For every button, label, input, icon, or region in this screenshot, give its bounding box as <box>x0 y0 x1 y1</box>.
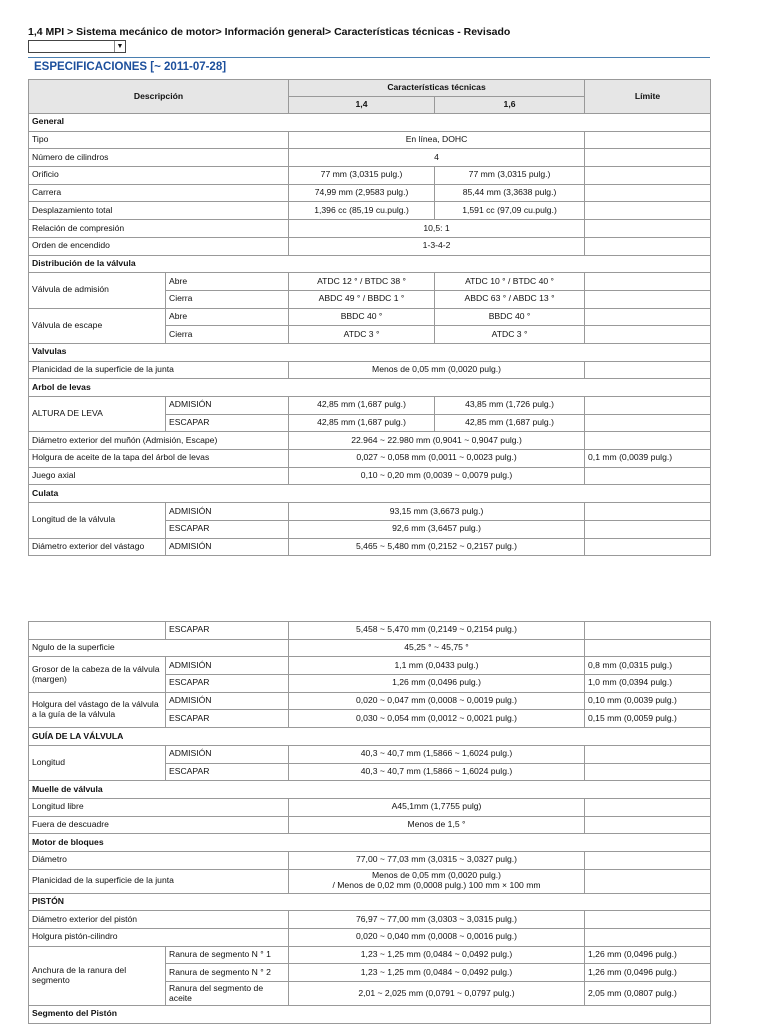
spec-description: Número de cilindros <box>29 149 289 167</box>
spec-description: Fuera de descuadre <box>29 816 289 834</box>
spec-subitem: Abre <box>166 273 289 291</box>
spec-value: 0,020 ~ 0,047 mm (0,0008 ~ 0,0019 pulg.) <box>289 692 585 710</box>
spec-value-1-6: BBDC 40 ° <box>435 308 585 326</box>
section-heading: Distribución de la válvula <box>29 255 711 273</box>
spec-limit <box>585 414 711 432</box>
spec-description: Relación de compresión <box>29 220 289 238</box>
spec-subitem: ESCAPAR <box>166 710 289 728</box>
spec-value-1-6: ATDC 10 ° / BTDC 40 ° <box>435 273 585 291</box>
spec-description: Longitud de la válvula <box>29 503 166 538</box>
chevron-down-icon[interactable]: ▼ <box>114 41 125 52</box>
section-heading: GUÍA DE LA VÁLVULA <box>29 728 711 746</box>
table-row <box>29 149 711 167</box>
spec-value-1-4: 42,85 mm (1,687 pulg.) <box>289 397 435 415</box>
spec-value: 0,10 ~ 0,20 mm (0,0039 ~ 0,0079 pulg.) <box>289 467 585 485</box>
spec-subitem: ADMISIÓN <box>166 397 289 415</box>
spec-limit <box>585 851 711 869</box>
table-row <box>29 503 711 521</box>
spec-value: 92,6 mm (3,6457 pulg.) <box>289 520 585 538</box>
table-row <box>29 273 711 291</box>
spec-description: Longitud <box>29 745 166 780</box>
spec-limit <box>585 745 711 763</box>
spec-value: 0,020 ~ 0,040 mm (0,0008 ~ 0,0016 pulg.) <box>289 929 585 947</box>
table-row <box>29 851 711 869</box>
spec-subitem: Ranura del segmento de aceite <box>166 982 289 1006</box>
section-heading: Motor de bloques <box>29 834 711 852</box>
spec-subitem: ADMISIÓN <box>166 657 289 675</box>
spec-limit <box>585 131 711 149</box>
table-row <box>29 220 711 238</box>
spec-description: Orificio <box>29 167 289 185</box>
table-row <box>29 929 711 947</box>
breadcrumb: 1,4 MPI > Sistema mecánico de motor> Información general> Características técnicas - Revisado <box>28 26 511 38</box>
section-heading: Arbol de levas <box>29 379 711 397</box>
spec-value: 40,3 ~ 40,7 mm (1,5866 ~ 1,6024 pulg.) <box>289 745 585 763</box>
spec-value: 1,1 mm (0,0433 pulg.) <box>289 657 585 675</box>
table-row <box>29 538 711 556</box>
section-heading: Muelle de válvula <box>29 781 711 799</box>
spec-subitem: Ranura de segmento N ° 2 <box>166 964 289 982</box>
spec-limit <box>585 467 711 485</box>
table-row <box>29 946 711 964</box>
section-heading: Culata <box>29 485 711 503</box>
spec-limit <box>585 149 711 167</box>
spec-value: 2,01 ~ 2,025 mm (0,0791 ~ 0,0797 pulg.) <box>289 982 585 1006</box>
spec-limit <box>585 273 711 291</box>
spec-value-1-4: BBDC 40 ° <box>289 308 435 326</box>
table-row <box>29 114 711 132</box>
table-row <box>29 184 711 202</box>
spec-description: Holgura de aceite de la tapa del árbol de levas <box>29 450 289 468</box>
spec-description: Tipo <box>29 131 289 149</box>
spec-limit <box>585 798 711 816</box>
table-row <box>29 745 711 763</box>
spec-description: Ngulo de la superficie <box>29 639 289 657</box>
spec-value: 77,00 ~ 77,03 mm (3,0315 ~ 3,0327 pulg.) <box>289 851 585 869</box>
spec-description: Planicidad de la superficie de la junta <box>29 361 289 379</box>
spec-value: 10,5: 1 <box>289 220 585 238</box>
table-row <box>29 397 711 415</box>
spec-value-1-6: ABDC 63 ° / ABDC 13 ° <box>435 290 585 308</box>
spec-limit <box>585 184 711 202</box>
spec-limit <box>585 202 711 220</box>
section-heading: Segmento del Pistón <box>29 1006 711 1024</box>
spec-description: ALTURA DE LEVA <box>29 397 166 432</box>
spec-value: Menos de 0,05 mm (0,0020 pulg.) / Menos de 0,02 mm (0,0008 pulg.) 100 mm × 100 mm <box>289 869 585 893</box>
table-row <box>29 622 711 640</box>
spec-limit <box>585 520 711 538</box>
spec-value: En línea, DOHC <box>289 131 585 149</box>
spec-description <box>29 622 166 640</box>
spec-limit <box>585 326 711 344</box>
spec-limit <box>585 869 711 893</box>
spec-value-1-4: ATDC 12 ° / BTDC 38 ° <box>289 273 435 291</box>
table-row <box>29 308 711 326</box>
spec-subitem: ESCAPAR <box>166 763 289 781</box>
spec-subitem: ESCAPAR <box>166 622 289 640</box>
spec-value: 22.964 ~ 22.980 mm (0,9041 ~ 0,9047 pulg.) <box>289 432 585 450</box>
spec-value: A45,1mm (1,7755 pulg) <box>289 798 585 816</box>
spec-value: 45,25 ° ~ 45,75 ° <box>289 639 585 657</box>
spec-value-1-4: ABDC 49 ° / BBDC 1 ° <box>289 290 435 308</box>
spec-limit: 2,05 mm (0,0807 pulg.) <box>585 982 711 1006</box>
spec-value-1-6: 85,44 mm (3,3638 pulg.) <box>435 184 585 202</box>
table-row <box>29 361 711 379</box>
table-row <box>29 834 711 852</box>
spec-description: Desplazamiento total <box>29 202 289 220</box>
spec-value-1-6: 77 mm (3,0315 pulg.) <box>435 167 585 185</box>
spec-subitem: Cierra <box>166 326 289 344</box>
spec-value-1-4: 77 mm (3,0315 pulg.) <box>289 167 435 185</box>
section-heading: Valvulas <box>29 343 711 361</box>
table-row <box>29 657 711 675</box>
spec-limit <box>585 911 711 929</box>
section-heading: PISTÓN <box>29 893 711 911</box>
spec-limit: 0,15 mm (0,0059 pulg.) <box>585 710 711 728</box>
header-descripcion: Descripción <box>29 80 289 114</box>
spec-value: Menos de 0,05 mm (0,0020 pulg.) <box>289 361 585 379</box>
table-row <box>29 255 711 273</box>
table-row <box>29 1006 711 1024</box>
spec-value: 1-3-4-2 <box>289 237 585 255</box>
table-row <box>29 379 711 397</box>
header-1-6: 1,6 <box>435 97 585 114</box>
spec-limit <box>585 167 711 185</box>
spec-limit: 1,0 mm (0,0394 pulg.) <box>585 675 711 693</box>
spec-value: 4 <box>289 149 585 167</box>
spec-value: 40,3 ~ 40,7 mm (1,5866 ~ 1,6024 pulg.) <box>289 763 585 781</box>
spec-value-1-4: 42,85 mm (1,687 pulg.) <box>289 414 435 432</box>
spec-subitem: Ranura de segmento N ° 1 <box>166 946 289 964</box>
spec-value: 1,23 ~ 1,25 mm (0,0484 ~ 0,0492 pulg.) <box>289 964 585 982</box>
spec-description: Carrera <box>29 184 289 202</box>
spec-limit: 1,26 mm (0,0496 pulg.) <box>585 946 711 964</box>
table-row <box>29 167 711 185</box>
spec-value-1-4: ATDC 3 ° <box>289 326 435 344</box>
spec-value: 5,465 ~ 5,480 mm (0,2152 ~ 0,2157 pulg.) <box>289 538 585 556</box>
table-row <box>29 467 711 485</box>
spec-value-1-6: 42,85 mm (1,687 pulg.) <box>435 414 585 432</box>
spec-subitem: ADMISIÓN <box>166 692 289 710</box>
spec-limit: 1,26 mm (0,0496 pulg.) <box>585 964 711 982</box>
spec-limit <box>585 929 711 947</box>
spec-limit: 0,1 mm (0,0039 pulg.) <box>585 450 711 468</box>
spec-subitem: ESCAPAR <box>166 675 289 693</box>
spec-subitem: ADMISIÓN <box>166 745 289 763</box>
section-heading: General <box>29 114 711 132</box>
spec-subitem: Cierra <box>166 290 289 308</box>
spec-description: Válvula de admisión <box>29 273 166 308</box>
table-row <box>29 816 711 834</box>
spec-description: Holgura del vástago de la válvula a la guía de la válvula <box>29 692 166 727</box>
spec-value: 76,97 ~ 77,00 mm (3,0303 ~ 3,0315 pulg.) <box>289 911 585 929</box>
table-row <box>29 639 711 657</box>
spec-value: 0,030 ~ 0,054 mm (0,0012 ~ 0,0021 pulg.) <box>289 710 585 728</box>
spec-limit <box>585 763 711 781</box>
table-row <box>29 450 711 468</box>
spec-table-part-1 <box>28 79 711 556</box>
spec-description: Holgura pistón-cilindro <box>29 929 289 947</box>
spec-subitem: Abre <box>166 308 289 326</box>
table-row <box>29 893 711 911</box>
table-row <box>29 911 711 929</box>
header-1-4: 1,4 <box>289 97 435 114</box>
spec-limit <box>585 220 711 238</box>
table-row <box>29 131 711 149</box>
spec-limit <box>585 538 711 556</box>
spec-limit <box>585 308 711 326</box>
spec-value-1-6: ATDC 3 ° <box>435 326 585 344</box>
spec-table-part-2 <box>28 621 711 1024</box>
header-limite: Límite <box>585 80 711 114</box>
spec-limit <box>585 503 711 521</box>
table-row <box>29 798 711 816</box>
spec-value-1-6: 43,85 mm (1,726 pulg.) <box>435 397 585 415</box>
spec-description: Longitud libre <box>29 798 289 816</box>
spec-description: Válvula de escape <box>29 308 166 343</box>
spec-description: Orden de encendido <box>29 237 289 255</box>
spec-description: Planicidad de la superficie de la junta <box>29 869 289 893</box>
spec-value-1-4: 74,99 mm (2,9583 pulg.) <box>289 184 435 202</box>
table-row <box>29 869 711 893</box>
spec-limit <box>585 816 711 834</box>
table-row <box>29 485 711 503</box>
spec-description: Juego axial <box>29 467 289 485</box>
spec-value: 5,458 ~ 5,470 mm (0,2149 ~ 0,2154 pulg.) <box>289 622 585 640</box>
section-title: ESPECIFICACIONES [~ 2011-07-28] <box>34 61 227 73</box>
spec-subitem: ESCAPAR <box>166 414 289 432</box>
spec-limit <box>585 237 711 255</box>
spec-description: Diámetro exterior del vástago <box>29 538 166 556</box>
spec-value: Menos de 1,5 ° <box>289 816 585 834</box>
spec-value-1-6: 1,591 cc (97,09 cu.pulg.) <box>435 202 585 220</box>
table-row <box>29 432 711 450</box>
table-row <box>29 202 711 220</box>
spec-subitem: ESCAPAR <box>166 520 289 538</box>
spec-value: 1,23 ~ 1,25 mm (0,0484 ~ 0,0492 pulg.) <box>289 946 585 964</box>
spec-limit <box>585 432 711 450</box>
spec-description: Diámetro exterior del pistón <box>29 911 289 929</box>
spec-limit: 0,10 mm (0,0039 pulg.) <box>585 692 711 710</box>
divider <box>28 57 710 58</box>
table-row <box>29 728 711 746</box>
spec-limit <box>585 639 711 657</box>
spec-value: 0,027 ~ 0,058 mm (0,0011 ~ 0,0023 pulg.) <box>289 450 585 468</box>
spec-limit <box>585 622 711 640</box>
table-header-row <box>29 80 711 97</box>
spec-limit <box>585 290 711 308</box>
spec-limit <box>585 397 711 415</box>
spec-limit <box>585 361 711 379</box>
spec-subitem: ADMISIÓN <box>166 538 289 556</box>
spec-value-1-4: 1,396 cc (85,19 cu.pulg.) <box>289 202 435 220</box>
table-row <box>29 692 711 710</box>
spec-value: 93,15 mm (3,6673 pulg.) <box>289 503 585 521</box>
spec-description: Grosor de la cabeza de la válvula (margen) <box>29 657 166 692</box>
spec-description: Diámetro exterior del muñón (Admisión, Escape) <box>29 432 289 450</box>
spec-subitem: ADMISIÓN <box>166 503 289 521</box>
table-row <box>29 237 711 255</box>
table-row <box>29 781 711 799</box>
spec-value: 1,26 mm (0,0496 pulg.) <box>289 675 585 693</box>
table-row <box>29 343 711 361</box>
spec-description: Anchura de la ranura del segmento <box>29 946 166 1005</box>
header-caracteristicas: Características técnicas <box>289 80 585 97</box>
spec-limit: 0,8 mm (0,0315 pulg.) <box>585 657 711 675</box>
version-select[interactable] <box>28 40 126 53</box>
spec-description: Diámetro <box>29 851 289 869</box>
